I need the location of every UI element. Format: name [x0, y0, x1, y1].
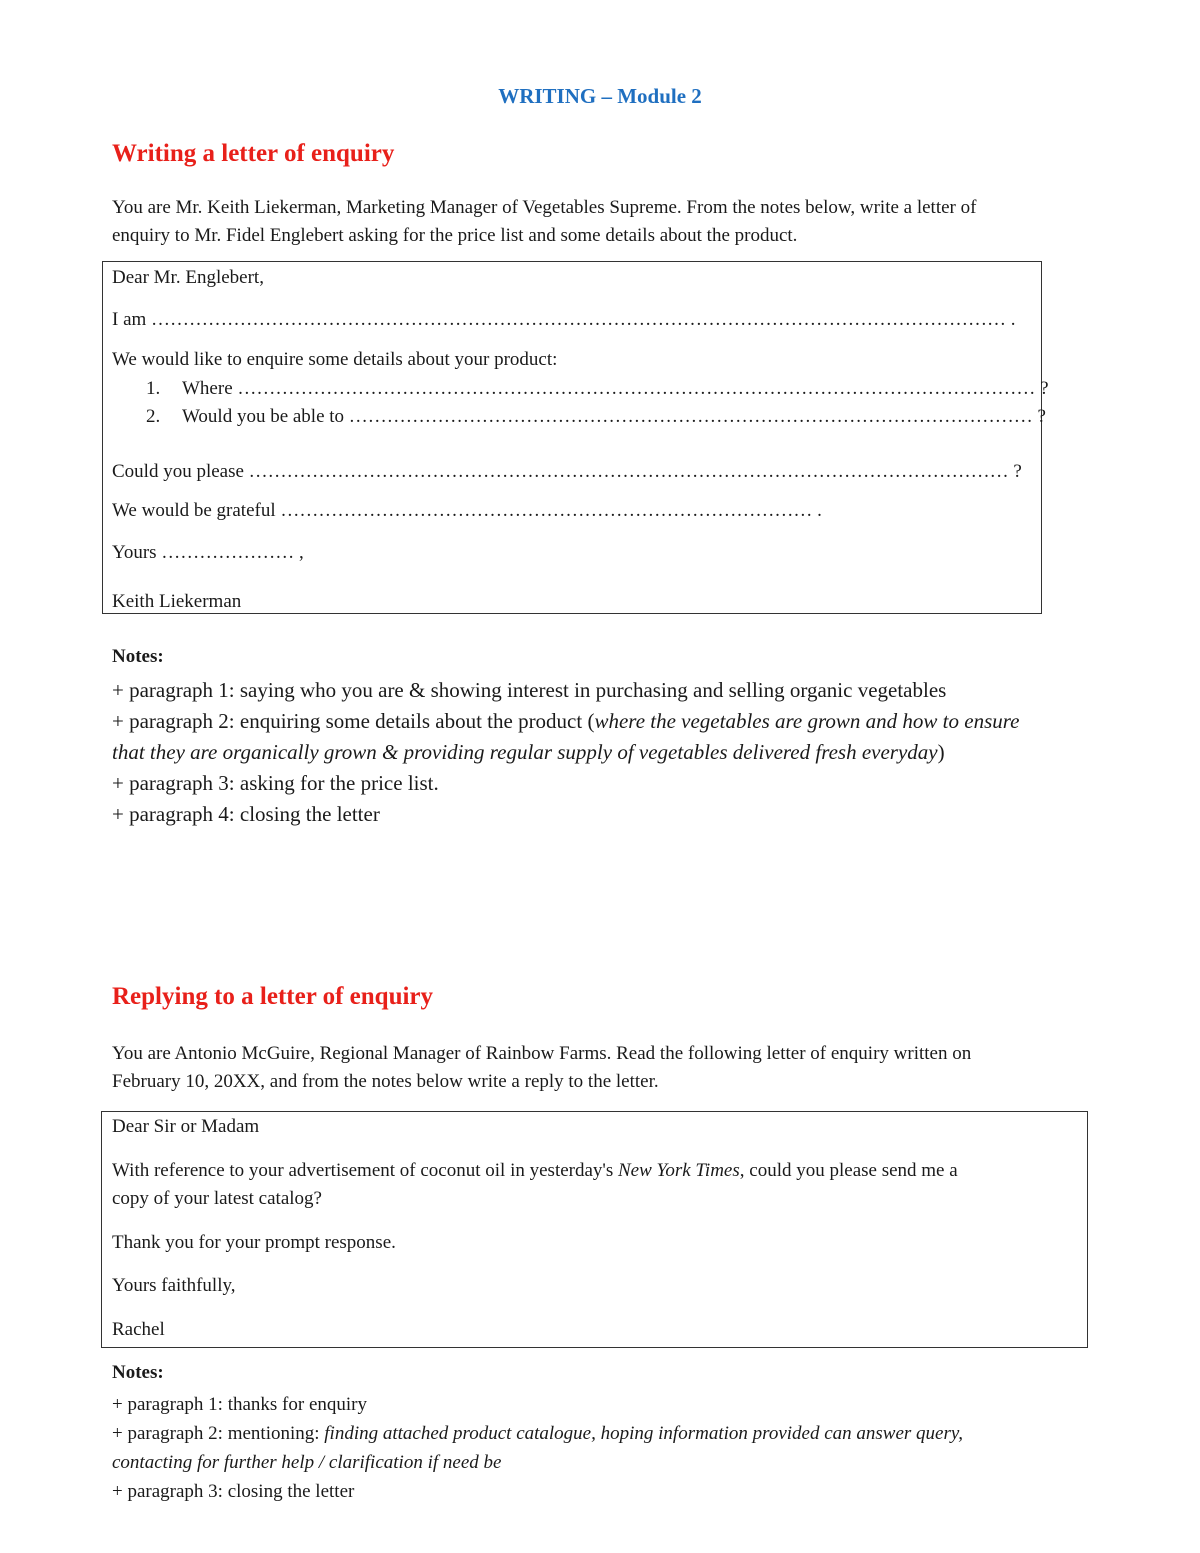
letter-line-i-am: I am ……………………………………………………………………………………………………………………… . — [112, 309, 1016, 330]
letter-grateful: We would be grateful ………………………………………………………………………… . — [112, 500, 822, 521]
letter-item2-number: 2. — [146, 406, 161, 427]
section1-note2-line1 — [112, 706, 1019, 737]
page-title: WRITING – Module 2 — [498, 84, 702, 108]
s2-note2-italic2: contacting for further help / clarification if need be — [112, 1452, 502, 1473]
letter-signature: Keith Liekerman — [112, 591, 242, 612]
section1-note2-line2 — [112, 737, 945, 768]
section1-notes-heading: Notes: — [112, 646, 164, 667]
enquiry-salutation: Dear Sir or Madam — [112, 1116, 260, 1137]
section1-heading: Writing a letter of enquiry — [112, 140, 395, 167]
section1-instructions-line2: enquiry to Mr. Fidel Englebert asking for the price list and some details about the product. — [112, 225, 798, 246]
section2-instructions-line2: February 10, 20XX, and from the notes below write a reply to the letter. — [112, 1071, 659, 1092]
s2-note2-italic1: finding attached product catalogue, hoping information provided can answer query, — [324, 1423, 963, 1444]
section1-note4: + paragraph 4: closing the letter — [112, 802, 380, 826]
enquiry-body-line2: copy of your latest catalog? — [112, 1188, 322, 1209]
note2-italic2: that they are organically grown & providing regular supply of vegetables delivered fresh everyday — [112, 740, 938, 764]
section2-instructions-line1: You are Antonio McGuire, Regional Manager of Rainbow Farms. Read the following letter of enquiry written on — [112, 1043, 972, 1064]
letter-item1-number: 1. — [146, 378, 161, 399]
letter-item2: Would you be able to ……………………………………………………………………………………………… ? — [182, 406, 1046, 427]
note2-suffix: ) — [937, 740, 945, 764]
letter-could-you: Could you please ………………………………………………………………………………………………………… ? — [112, 461, 1022, 482]
section1-instructions-line1: You are Mr. Keith Liekerman, Marketing Manager of Vegetables Supreme. From the notes below, write a letter of — [112, 197, 977, 218]
newspaper-name: New York Times — [617, 1160, 740, 1181]
section2-note3: + paragraph 3: closing the letter — [112, 1481, 355, 1502]
enquiry-closing: Yours faithfully, — [112, 1275, 236, 1296]
section2-note2-line2 — [112, 1448, 501, 1477]
section1-note1: + paragraph 1: saying who you are & showing interest in purchasing and selling organic vegetables — [112, 678, 947, 702]
s2-note2-prefix: + paragraph 2: mentioning: — [112, 1423, 325, 1444]
section2-notes-heading: Notes: — [112, 1362, 164, 1383]
enquiry-body-prefix: With reference to your advertisement of coconut oil in yesterday's — [112, 1160, 618, 1181]
section2-note2-line1 — [112, 1419, 963, 1448]
note2-italic1: where the vegetables are grown and how to ensure — [594, 709, 1020, 733]
section1-note3: + paragraph 3: asking for the price list. — [112, 771, 439, 795]
letter-salutation: Dear Mr. Englebert, — [112, 267, 264, 288]
enquiry-thanks: Thank you for your prompt response. — [112, 1232, 396, 1253]
letter-yours: Yours ………………… , — [112, 542, 304, 563]
note2-prefix: + paragraph 2: enquiring some details about the product ( — [112, 709, 595, 733]
enquiry-signature: Rachel — [112, 1319, 165, 1340]
letter-item1: Where ……………………………………………………………………………………………………………… ? — [182, 378, 1049, 399]
enquiry-body-line1 — [112, 1157, 958, 1185]
letter-enquire-intro: We would like to enquire some details about your product: — [112, 349, 558, 370]
section2-note1: + paragraph 1: thanks for enquiry — [112, 1394, 367, 1415]
enquiry-body-suffix: , could you please send me a — [739, 1160, 958, 1181]
section2-heading: Replying to a letter of enquiry — [112, 983, 434, 1010]
